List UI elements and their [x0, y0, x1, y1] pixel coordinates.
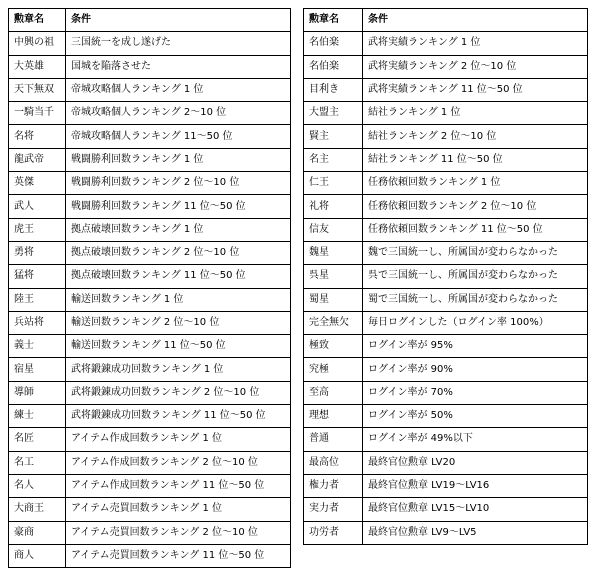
- table-row: [9, 544, 291, 567]
- table-row: [304, 148, 588, 171]
- condition-cell: 武将実績ランキング 2 位～10 位: [363, 55, 588, 78]
- table-row: [304, 381, 588, 404]
- condition-cell: 輸送回数ランキング 1 位: [66, 288, 291, 311]
- medal-name-cell: 普通: [304, 428, 363, 451]
- medal-name-cell: 英傑: [9, 172, 66, 195]
- medal-name-cell: 賢主: [304, 125, 363, 148]
- table-row: [304, 195, 588, 218]
- medal-name-cell: 名匠: [9, 428, 66, 451]
- table-row: [9, 102, 291, 125]
- medal-name-cell: 極致: [304, 335, 363, 358]
- condition-cell: 輸送回数ランキング 2 位～10 位: [66, 311, 291, 334]
- condition-cell: アイテム売買回数ランキング 2 位～10 位: [66, 521, 291, 544]
- medal-name-cell: 武人: [9, 195, 66, 218]
- medal-name-cell: 一騎当千: [9, 102, 66, 125]
- medal-name-cell: 礼将: [304, 195, 363, 218]
- medal-name-cell: 名将: [9, 125, 66, 148]
- condition-cell: 結社ランキング 11 位～50 位: [363, 148, 588, 171]
- condition-cell: 最終官位勲章 LV20: [363, 451, 588, 474]
- medal-name-cell: 兵站将: [9, 311, 66, 334]
- condition-cell: 拠点破壊回数ランキング 1 位: [66, 218, 291, 241]
- table-row: [304, 241, 588, 264]
- condition-cell: アイテム売買回数ランキング 11 位～50 位: [66, 544, 291, 567]
- medal-name-cell: 目利き: [304, 78, 363, 101]
- medal-name-cell: 完全無欠: [304, 311, 363, 334]
- condition-cell: 結社ランキング 1 位: [363, 102, 588, 125]
- table-row: [304, 102, 588, 125]
- medal-name-cell: 中興の祖: [9, 32, 66, 55]
- condition-cell: 帝城攻略個人ランキング 1 位: [66, 78, 291, 101]
- condition-cell: 武将鍛錬成功回数ランキング 1 位: [66, 358, 291, 381]
- medal-name-cell: 陸王: [9, 288, 66, 311]
- medal-name-cell: 究極: [304, 358, 363, 381]
- condition-cell: 帝城攻略個人ランキング 2～10 位: [66, 102, 291, 125]
- condition-cell: 武将鍛錬成功回数ランキング 11 位～50 位: [66, 405, 291, 428]
- table-row: [304, 405, 588, 428]
- medal-name-cell: 名人: [9, 474, 66, 497]
- table-row: [9, 265, 291, 288]
- table-row: [9, 241, 291, 264]
- table-row: [304, 55, 588, 78]
- table-row: [304, 78, 588, 101]
- medal-name-cell: 名主: [304, 148, 363, 171]
- table-row: [9, 498, 291, 521]
- table-row: [9, 405, 291, 428]
- table-row: [9, 195, 291, 218]
- condition-cell: 帝城攻略個人ランキング 11～50 位: [66, 125, 291, 148]
- header-medal-name: 勲章名: [304, 9, 363, 32]
- condition-cell: 毎日ログインした（ログイン率 100%）: [363, 311, 588, 334]
- medal-name-cell: 呉星: [304, 265, 363, 288]
- header-condition: 条件: [363, 9, 588, 32]
- medal-name-cell: 勇将: [9, 241, 66, 264]
- medal-name-cell: 宿星: [9, 358, 66, 381]
- medal-table-right: [303, 8, 588, 545]
- condition-cell: 拠点破壊回数ランキング 2 位～10 位: [66, 241, 291, 264]
- condition-cell: 呉で三国統一し、所属国が変わらなかった: [363, 265, 588, 288]
- medal-name-cell: 名伯楽: [304, 32, 363, 55]
- table-row: [304, 265, 588, 288]
- condition-cell: 武将実績ランキング 1 位: [363, 32, 588, 55]
- condition-cell: ログイン率が 50%: [363, 405, 588, 428]
- header-medal-name: 勲章名: [9, 9, 66, 32]
- header-row: [304, 9, 588, 32]
- table-row: [9, 521, 291, 544]
- table-row: [9, 358, 291, 381]
- table-row: [9, 474, 291, 497]
- medal-name-cell: 最高位: [304, 451, 363, 474]
- medal-name-cell: 魏星: [304, 241, 363, 264]
- table-row: [304, 335, 588, 358]
- condition-cell: ログイン率が 49%以下: [363, 428, 588, 451]
- medal-name-cell: 義士: [9, 335, 66, 358]
- condition-cell: 結社ランキング 2 位～10 位: [363, 125, 588, 148]
- medal-name-cell: 功労者: [304, 521, 363, 544]
- table-row: [304, 451, 588, 474]
- condition-cell: ログイン率が 90%: [363, 358, 588, 381]
- condition-cell: 戦闘勝利回数ランキング 2 位～10 位: [66, 172, 291, 195]
- medal-name-cell: 商人: [9, 544, 66, 567]
- table-row: [9, 172, 291, 195]
- table-row: [9, 32, 291, 55]
- table-row: [9, 218, 291, 241]
- condition-cell: 魏で三国統一し、所属国が変わらなかった: [363, 241, 588, 264]
- condition-cell: 任務依頼回数ランキング 2 位～10 位: [363, 195, 588, 218]
- table-row: [9, 148, 291, 171]
- table-row: [304, 311, 588, 334]
- condition-cell: 任務依頼回数ランキング 11 位～50 位: [363, 218, 588, 241]
- condition-cell: ログイン率が 70%: [363, 381, 588, 404]
- condition-cell: 国城を陥落させた: [66, 55, 291, 78]
- medal-name-cell: 練士: [9, 405, 66, 428]
- table-row: [9, 288, 291, 311]
- condition-cell: アイテム作成回数ランキング 1 位: [66, 428, 291, 451]
- condition-cell: 最終官位勲章 LV19～LV16: [363, 474, 588, 497]
- medal-name-cell: 天下無双: [9, 78, 66, 101]
- table-row: [304, 218, 588, 241]
- table-row: [304, 428, 588, 451]
- table-row: [304, 32, 588, 55]
- medal-name-cell: 名伯楽: [304, 55, 363, 78]
- condition-cell: アイテム作成回数ランキング 2 位～10 位: [66, 451, 291, 474]
- table-row: [304, 288, 588, 311]
- medal-name-cell: 名工: [9, 451, 66, 474]
- condition-cell: 最終官位勲章 LV9～LV5: [363, 521, 588, 544]
- condition-cell: ログイン率が 95%: [363, 335, 588, 358]
- table-row: [9, 78, 291, 101]
- condition-cell: アイテム作成回数ランキング 11 位～50 位: [66, 474, 291, 497]
- table-row: [9, 125, 291, 148]
- condition-cell: 蜀で三国統一し、所属国が変わらなかった: [363, 288, 588, 311]
- medal-name-cell: 大英雄: [9, 55, 66, 78]
- condition-cell: 輸送回数ランキング 11 位～50 位: [66, 335, 291, 358]
- table-row: [304, 125, 588, 148]
- table-row: [9, 428, 291, 451]
- condition-cell: 戦闘勝利回数ランキング 11 位～50 位: [66, 195, 291, 218]
- condition-cell: 武将実績ランキング 11 位～50 位: [363, 78, 588, 101]
- medal-name-cell: 豪商: [9, 521, 66, 544]
- medal-name-cell: 虎王: [9, 218, 66, 241]
- medal-table-left: [8, 8, 291, 568]
- table-row: [304, 521, 588, 544]
- table-row: [9, 311, 291, 334]
- condition-cell: アイテム売買回数ランキング 1 位: [66, 498, 291, 521]
- condition-cell: 拠点破壊回数ランキング 11 位～50 位: [66, 265, 291, 288]
- medal-name-cell: 仁王: [304, 172, 363, 195]
- medal-name-cell: 導師: [9, 381, 66, 404]
- medal-name-cell: 蜀星: [304, 288, 363, 311]
- medal-name-cell: 猛将: [9, 265, 66, 288]
- table-row: [9, 55, 291, 78]
- condition-cell: 三国統一を成し遂げた: [66, 32, 291, 55]
- condition-cell: 武将鍛錬成功回数ランキング 2 位～10 位: [66, 381, 291, 404]
- table-row: [9, 335, 291, 358]
- medal-name-cell: 龍武帝: [9, 148, 66, 171]
- table-row: [304, 474, 588, 497]
- table-row: [304, 498, 588, 521]
- header-condition: 条件: [66, 9, 291, 32]
- condition-cell: 任務依頼回数ランキング 1 位: [363, 172, 588, 195]
- table-row: [304, 172, 588, 195]
- medal-name-cell: 理想: [304, 405, 363, 428]
- condition-cell: 最終官位勲章 LV15～LV10: [363, 498, 588, 521]
- medal-name-cell: 実力者: [304, 498, 363, 521]
- header-row: [9, 9, 291, 32]
- table-row: [9, 381, 291, 404]
- medal-name-cell: 大商王: [9, 498, 66, 521]
- medal-name-cell: 大盟主: [304, 102, 363, 125]
- table-row: [9, 451, 291, 474]
- condition-cell: 戦闘勝利回数ランキング 1 位: [66, 148, 291, 171]
- medal-name-cell: 信友: [304, 218, 363, 241]
- medal-name-cell: 権力者: [304, 474, 363, 497]
- medal-name-cell: 至高: [304, 381, 363, 404]
- table-row: [304, 358, 588, 381]
